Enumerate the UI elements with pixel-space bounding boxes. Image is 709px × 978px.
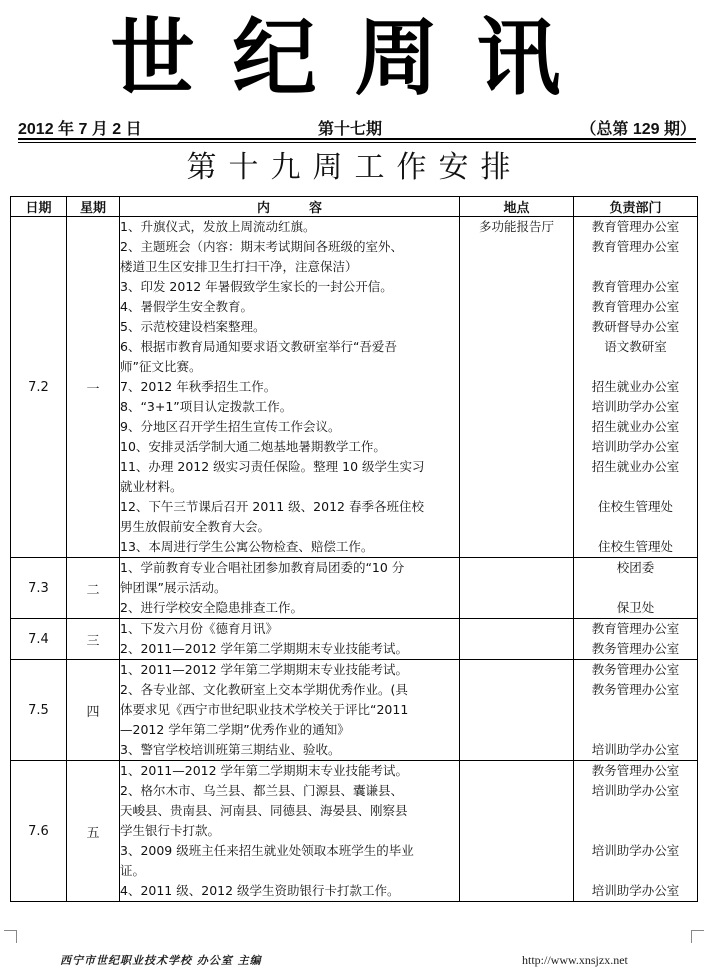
- row-location: [460, 217, 574, 558]
- department-line: [574, 257, 697, 277]
- content-line: 3、2009 级班主任来招生就业处领取本班学生的毕业: [120, 843, 414, 858]
- department-line: 住校生管理处: [597, 499, 673, 514]
- content-line: 男生放假前安全教育大会。: [120, 519, 271, 534]
- row-weekday: 一: [67, 217, 120, 558]
- location-line: [460, 237, 573, 257]
- content-line: 2、各专业部、文化教研室上交本学期优秀作业。(具: [120, 682, 408, 697]
- content-line: 3、警官学校培训班第三期结业、验收。: [120, 742, 341, 757]
- location-line: [460, 781, 573, 801]
- content-line: 11、办理 2012 级实习责任保险。整理 10 级学生实习: [120, 459, 425, 474]
- department-line: [574, 861, 697, 881]
- department-line: 语文教研室: [604, 339, 667, 354]
- content-line: 6、根据市教育局通知要求语文教研室举行“吾爱吾: [120, 339, 397, 354]
- content-line: 证。: [120, 863, 146, 878]
- header-rule-thin: [18, 142, 696, 143]
- location-line: [460, 537, 573, 557]
- department-line: 招生就业办公室: [591, 459, 680, 474]
- schedule-body: [11, 217, 698, 902]
- department-line: 培训助学办公室: [591, 883, 680, 898]
- location-line: [460, 377, 573, 397]
- location-line: [460, 337, 573, 357]
- location-line: [460, 821, 573, 841]
- content-line: 8、“3+1”项目认定拨款工作。: [120, 399, 293, 414]
- content-line: 12、下午三节课后召开 2011 级、2012 春季各班住校: [120, 499, 424, 514]
- location-line: [460, 841, 573, 861]
- content-line: 9、分地区召开学生招生宣传工作会议。: [120, 419, 341, 434]
- content-line: 1、下发六月份《德育月讯》: [120, 621, 278, 636]
- department-line: 校团委: [616, 560, 655, 575]
- issue-date: 2012 年 7 月 2 日: [18, 121, 142, 138]
- table-row: [11, 558, 698, 619]
- content-line: 楼道卫生区安排卫生打扫干净，注意保洁）: [120, 259, 358, 274]
- content-line: 2、进行学校安全隐患排查工作。: [120, 600, 303, 615]
- department-line: 教务管理办公室: [591, 662, 680, 677]
- row-location: [460, 761, 574, 902]
- location-line: [460, 801, 573, 821]
- location-line: [460, 639, 573, 659]
- department-line: 教育管理办公室: [591, 239, 680, 254]
- row-department: [574, 217, 698, 558]
- row-location: [460, 660, 574, 761]
- department-line: [574, 700, 697, 720]
- header-content: 内 容: [120, 197, 460, 217]
- location-line: [460, 437, 573, 457]
- department-line: [574, 801, 697, 821]
- content-line: 1、升旗仪式，发放上周流动红旗。: [120, 219, 316, 234]
- location-line: [460, 277, 573, 297]
- footer-editor: 西宁市世纪职业技术学校 办公室 主编: [60, 954, 262, 967]
- row-location: [460, 558, 574, 619]
- location-line: [460, 477, 573, 497]
- location-line: [460, 720, 573, 740]
- department-line: 教务管理办公室: [591, 682, 680, 697]
- table-row: [11, 761, 698, 902]
- masthead-title: 世纪周讯: [110, 8, 599, 107]
- content-line: 13、本周进行学生公寓公物检查、赔偿工作。: [120, 539, 374, 554]
- issue-info-line: [18, 116, 696, 138]
- location-line: [460, 861, 573, 881]
- row-department: [574, 619, 698, 660]
- header-department: 负责部门: [574, 197, 698, 217]
- content-line: 1、学前教育专业合唱社团参加教育局团委的“10 分: [120, 560, 405, 575]
- table-row: [11, 660, 698, 761]
- department-line: 教育管理办公室: [591, 621, 680, 636]
- location-line: [460, 558, 573, 578]
- department-line: [574, 477, 697, 497]
- department-line: 培训助学办公室: [591, 399, 680, 414]
- department-line: 教育管理办公室: [591, 219, 680, 234]
- content-line: 体要求见《西宁市世纪职业技术学校关于评比“2011: [120, 702, 409, 717]
- location-line: [460, 619, 573, 639]
- location-line: [460, 517, 573, 537]
- row-content: [120, 660, 460, 761]
- department-line: [574, 821, 697, 841]
- row-date: 7.2: [11, 217, 67, 558]
- location-line: [460, 417, 573, 437]
- content-line: 2、主题班会（内容：期末考试期间各班级的室外、: [120, 239, 403, 254]
- content-line: 4、2011 级、2012 级学生资助银行卡打款工作。: [120, 883, 400, 898]
- department-line: 教研督导办公室: [591, 319, 680, 334]
- department-line: 教务管理办公室: [591, 641, 680, 656]
- header-date: 日期: [11, 197, 67, 217]
- table-row: [11, 217, 698, 558]
- department-line: 保卫处: [616, 600, 655, 615]
- location-line: [460, 700, 573, 720]
- location-line: [460, 578, 573, 598]
- table-row: [11, 619, 698, 660]
- table-header-row: [11, 197, 698, 217]
- department-line: 培训助学办公室: [591, 843, 680, 858]
- row-content: [120, 558, 460, 619]
- department-line: [574, 357, 697, 377]
- location-line: [460, 660, 573, 680]
- content-line: 钟团课”展示活动。: [120, 580, 227, 595]
- content-line: 2、格尔木市、乌兰县、都兰县、门源县、囊谦县、: [120, 783, 403, 798]
- row-weekday: 五: [67, 761, 120, 902]
- header-location: 地点: [460, 197, 574, 217]
- location-line: 多功能报告厅: [478, 219, 554, 234]
- department-line: 教育管理办公室: [591, 299, 680, 314]
- location-line: [460, 497, 573, 517]
- department-line: 教务管理办公室: [591, 763, 680, 778]
- issue-total: （总第 129 期）: [580, 121, 696, 138]
- department-line: 培训助学办公室: [591, 439, 680, 454]
- footer-url: http://www.xnsjzx.net: [522, 953, 628, 967]
- location-line: [460, 317, 573, 337]
- department-line: 教育管理办公室: [591, 279, 680, 294]
- row-department: [574, 558, 698, 619]
- row-weekday: 四: [67, 660, 120, 761]
- schedule-table: [10, 196, 698, 902]
- document-title: 第十九周工作安排: [186, 150, 523, 185]
- content-line: 7、2012 年秋季招生工作。: [120, 379, 277, 394]
- department-line: 住校生管理处: [597, 539, 673, 554]
- location-line: [460, 740, 573, 760]
- content-line: 天峻县、贵南县、河南县、同德县、海晏县、刚察县: [120, 803, 408, 818]
- location-line: [460, 297, 573, 317]
- header-weekday: 星期: [67, 197, 120, 217]
- row-department: [574, 660, 698, 761]
- content-line: 学生银行卡打款。: [120, 823, 221, 838]
- department-line: [574, 578, 697, 598]
- location-line: [460, 680, 573, 700]
- location-line: [460, 457, 573, 477]
- row-weekday: 三: [67, 619, 120, 660]
- content-line: 4、暑假学生安全教育。: [120, 299, 253, 314]
- row-date: 7.3: [11, 558, 67, 619]
- content-line: 就业材料。: [120, 479, 183, 494]
- row-content: [120, 761, 460, 902]
- content-line: 3、印发 2012 年暑假致学生家长的一封公开信。: [120, 279, 393, 294]
- location-line: [460, 357, 573, 377]
- content-line: —2012 学年第二学期”优秀作业的通知》: [120, 722, 350, 737]
- row-department: [574, 761, 698, 902]
- header-rule-thick: [18, 138, 696, 140]
- location-line: [460, 761, 573, 781]
- row-location: [460, 619, 574, 660]
- content-line: 10、安排灵活学制大通二炮基地暑期教学工作。: [120, 439, 386, 454]
- row-date: 7.4: [11, 619, 67, 660]
- location-line: [460, 881, 573, 901]
- crop-mark-right: [691, 930, 704, 943]
- content-line: 1、2011—2012 学年第二学期期末专业技能考试。: [120, 763, 409, 778]
- content-line: 师”征文比赛。: [120, 359, 202, 374]
- department-line: 招生就业办公室: [591, 419, 680, 434]
- row-content: [120, 619, 460, 660]
- content-line: 5、示范校建设档案整理。: [120, 319, 266, 334]
- department-line: 培训助学办公室: [591, 783, 680, 798]
- row-content: [120, 217, 460, 558]
- crop-mark-left: [4, 930, 17, 943]
- row-date: 7.5: [11, 660, 67, 761]
- department-line: [574, 517, 697, 537]
- location-line: [460, 257, 573, 277]
- content-line: 2、2011—2012 学年第二学期期末专业技能考试。: [120, 641, 409, 656]
- issue-period: 第十七期: [318, 121, 383, 138]
- location-line: [460, 598, 573, 618]
- location-line: [460, 397, 573, 417]
- department-line: 培训助学办公室: [591, 742, 680, 757]
- department-line: [574, 720, 697, 740]
- row-weekday: 二: [67, 558, 120, 619]
- row-date: 7.6: [11, 761, 67, 902]
- content-line: 1、2011—2012 学年第二学期期末专业技能考试。: [120, 662, 409, 677]
- department-line: 招生就业办公室: [591, 379, 680, 394]
